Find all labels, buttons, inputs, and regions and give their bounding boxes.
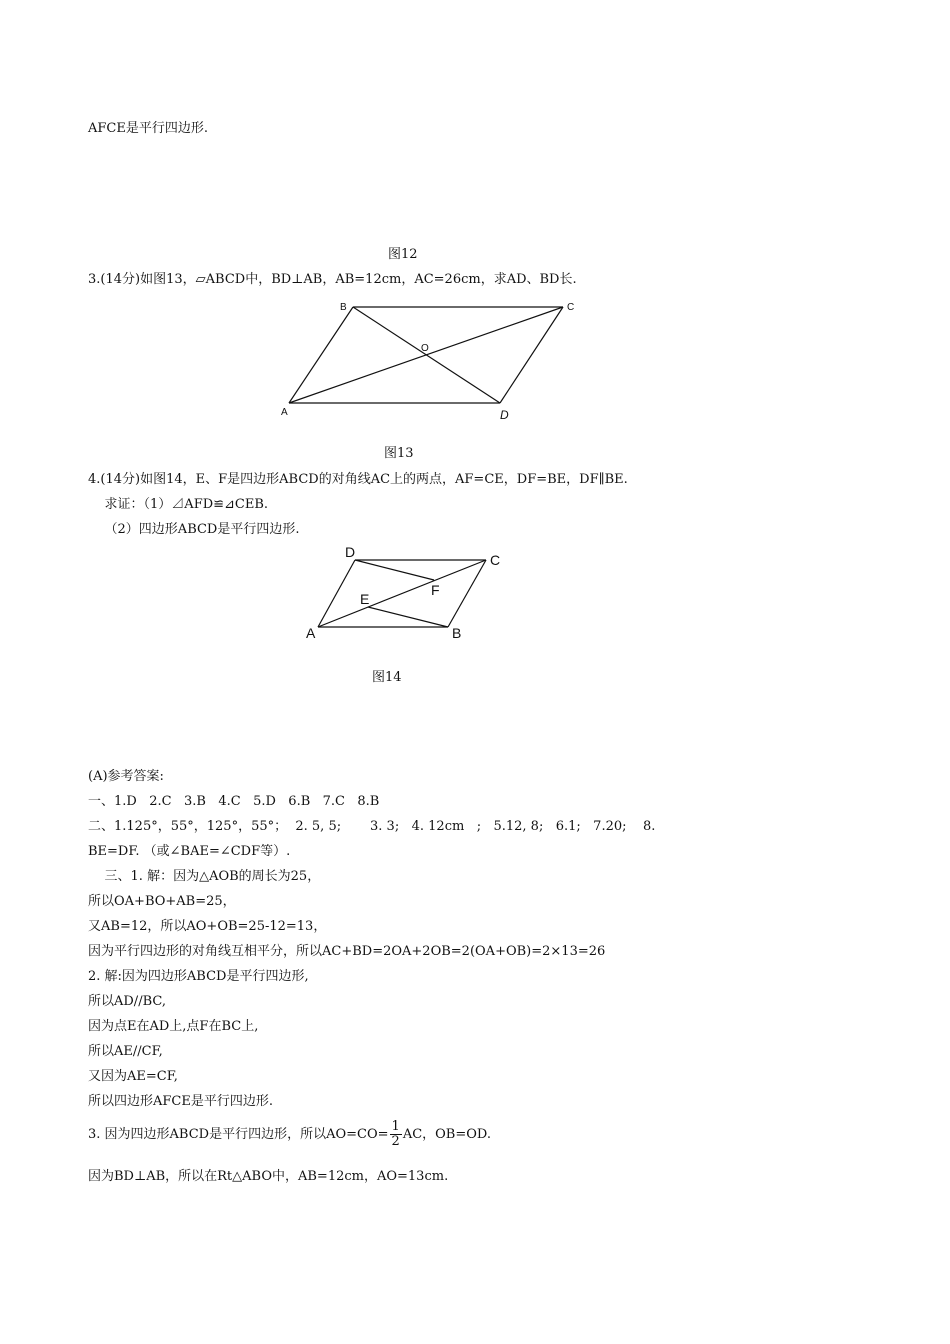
fraction-denominator: 2 xyxy=(391,1134,400,1149)
fraction-one-half xyxy=(390,1120,402,1149)
question-3-text: ABCD中，BD⊥AB，AB=12cm，AC=26cm，求AD、BD长. xyxy=(205,272,577,287)
solution-line: 2. 解:因为四边形ABCD是平行四边形, xyxy=(88,969,309,984)
figure-14-diagram xyxy=(300,540,510,645)
label-d: D xyxy=(500,408,509,422)
parallelogram-symbol: ▱ xyxy=(195,272,206,287)
figure-14-caption: 图14 xyxy=(372,670,402,685)
solution-line: 因为BD⊥AB，所以在Rt△ABO中，AB=12cm，AO=13cm. xyxy=(88,1169,449,1184)
label-a: A xyxy=(306,625,316,641)
figure-13-diagram xyxy=(270,292,590,432)
solution-line: 因为平行四边形的对角线互相平分，所以AC+BD=2OA+2OB=2(OA+OB)=2×13=26 xyxy=(88,944,606,959)
diagonal-bd xyxy=(353,307,500,403)
question-4-line-2: 求证：（1）⊿AFD≌⊿CEB. xyxy=(88,497,269,512)
diagonal-ac xyxy=(318,560,486,627)
solution-line: 所以OA+BO+AB=25， xyxy=(88,894,236,909)
question-4-line-1: 4.(14分)如图14，E、F是四边形ABCD的对角线AC上的两点，AF=CE，DF=BE，DF∥BE. xyxy=(88,472,628,487)
segment-eb xyxy=(368,607,448,627)
solution-line: 所以AD//BC, xyxy=(88,994,166,1009)
answers-part-2-line-1: 二、1.125°，55°，125°，55°； 2. 5, 5; 3. 3; 4. 12cm ; 5.12, 8; 6.1; 7.20; 8. xyxy=(88,819,656,834)
label-e: E xyxy=(360,591,370,607)
solution-line-with-fraction xyxy=(88,1120,491,1150)
label-a: A xyxy=(281,407,288,418)
answers-part-2-line-2: BE=DF. （或∠BAE=∠CDF等）. xyxy=(88,844,291,859)
figure-13-caption: 图13 xyxy=(384,446,414,461)
edge-cd xyxy=(500,307,563,403)
label-c: C xyxy=(490,552,501,568)
solution-line: 所以AE//CF, xyxy=(88,1044,163,1059)
solution-line: 所以四边形AFCE是平行四边形. xyxy=(88,1094,273,1109)
label-f: F xyxy=(431,582,440,598)
solution-text: AC，OB=OD. xyxy=(402,1127,492,1142)
answers-part-1: 一、1.D 2.C 3.B 4.C 5.D 6.B 7.C 8.B xyxy=(88,794,380,809)
figure-12-caption: 图12 xyxy=(388,247,418,262)
edge-cb xyxy=(448,560,486,627)
label-o: O xyxy=(421,343,429,354)
solution-line: 因为点E在AD上,点F在BC上, xyxy=(88,1019,259,1034)
edge-ab xyxy=(289,307,353,403)
label-c: C xyxy=(567,302,575,313)
label-b: B xyxy=(452,625,462,641)
edge-ad xyxy=(318,560,355,627)
question-3-prefix: 3.(14分)如图13， xyxy=(88,272,196,287)
label-d: D xyxy=(345,544,356,560)
answers-heading: (A)参考答案: xyxy=(88,769,164,784)
solution-line: 三、1. 解：因为△AOB的周长为25， xyxy=(88,869,321,884)
segment-df xyxy=(355,560,434,580)
label-b: B xyxy=(340,302,347,313)
fraction-numerator: 1 xyxy=(391,1119,400,1134)
solution-text: 3. 因为四边形ABCD是平行四边形，所以AO=CO= xyxy=(88,1127,389,1142)
question-4-line-3: （2）四边形ABCD是平行四边形. xyxy=(88,522,300,537)
question-3 xyxy=(88,271,577,289)
text-line: AFCE是平行四边形. xyxy=(88,121,208,136)
solution-line: 又因为AE=CF, xyxy=(88,1069,178,1084)
solution-line: 又AB=12，所以AO+OB=25-12=13， xyxy=(88,919,327,934)
